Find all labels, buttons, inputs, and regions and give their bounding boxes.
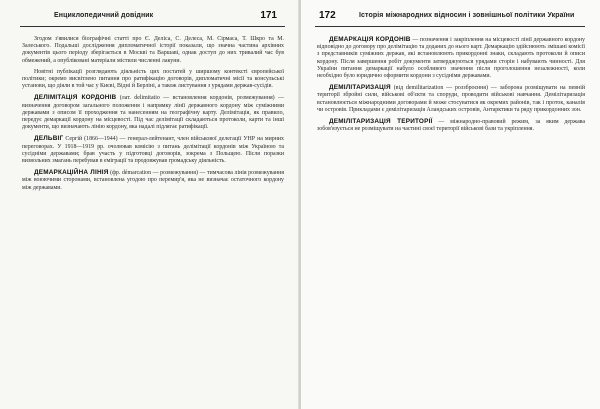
left-entry-delimitation — [22, 94, 284, 131]
paragraph-text: Сергій (1866—1944) — генерал-лейтенант, член військової делегації УНР на мирних переговорах. У 1918—1919 рр. очолював комісію з питань делімітації кордонів між Україною та сусідніми державами; брав участь у підготовці договорів, зокрема з Польщею. Після поразки визвольних змагань перебував в еміграції та продовжував громадську діяльність. — [22, 136, 284, 165]
entry-term: ДЕМІЛІТАРИЗАЦІЯ — [329, 84, 391, 92]
paragraph-text: Новітні публікації розглядають діяльність цих постатей у ширшому контексті європейської політики; окремо висвітлено питання про ратифікацію договорів, дипломатичні місії та консульські установи, що діяли в той час у Києві, Відні й Берліні, а також листування з урядами держав-сусідів. — [22, 68, 284, 90]
left-paragraph — [22, 36, 284, 65]
right-entry-demilitarization-territory — [317, 118, 585, 133]
right-entry-demilitarization — [317, 84, 585, 114]
paragraph-text: (лат. delimitatio — встановлення кордонів, розмежування) — визначення договором загального положення і напрямку лінії державного кордону між суміжними державами з описом її проходження та нанесенням на географічну карту. Делімітація, як правило, передує демаркації кордону на місцевості. Під час делімітації складаються протоколи, карти та інші документи, що визначають лінію кордону, яка надалі підлягає ратифікації. — [22, 95, 284, 131]
left-page — [0, 0, 299, 409]
left-entry-delvig — [22, 135, 284, 165]
paragraph-text: Згодом з'явилися біографічні статті про Є. Деліса, С. Делеса, М. Сірмаса, Т. Шкро та М. Залеського. Подальші дослідження дипломатичної історії показали, що значна частина архівних документів цього періоду зберігається в Москві та Варшаві, однак доступ до них тривалий час був обмежений, а опубліковані матеріали містили численні лакуни. — [22, 36, 284, 64]
left-entry-demarcation-line — [22, 169, 284, 192]
right-page-header — [315, 10, 585, 27]
right-header-title: Історія міжнародних відносин і зовнішньої політики України — [359, 12, 575, 19]
left-header-title: Енциклопедичний довідник — [54, 12, 154, 19]
entry-term: ДЕЛІМІТАЦІЯ КОРДОНІВ — [34, 94, 117, 102]
left-page-body — [22, 36, 284, 196]
entry-term: ДЕЛЬВІГ — [34, 135, 64, 143]
left-page-number: 171 — [260, 10, 277, 21]
left-page-header — [20, 10, 285, 27]
paragraph-text: — позначення і закріплення на місцевості лінії державного кордону відповідно до договору про делімітацію та доданих до нього карт. Демаркацію здійснюють змішані комісії з представників суміжних держав, які встановлюють прикордонні знаки, складають протоколи й описи кордону. Після завершення робіт документи затверджуються урядами сторін і набувають чинності. Для України питання демаркації набуло особливого значення після проголошення незалежності, коли необхідно було юридично оформити кордони з сусідніми державами. — [317, 37, 586, 80]
right-entry-demarcation — [317, 36, 585, 80]
entry-term: ДЕМАРКАЦІЯ КОРДОНІВ — [329, 36, 411, 43]
right-page-body — [317, 36, 585, 137]
left-paragraph — [22, 69, 284, 91]
entry-term: ДЕМАРКАЦІЙНА ЛІНІЯ — [34, 169, 109, 177]
right-page — [301, 0, 600, 409]
entry-term: ДЕМІЛІТАРИЗАЦІЯ ТЕРИТОРІЇ — [329, 118, 433, 126]
paragraph-text: (від demilitarization — роззброєння) — заборона розміщувати на певній території збройні сили, військові об'єкти та споруди, проводити військові навчання. Демілітаризація встановлюється міжнародними договорами й може стосуватися як окремих районів, так і проток, каналів чи островів. Прикладами є демілітаризація Аландських островів, Антарктики та ряду прикордонних зон. — [317, 85, 585, 113]
paragraph-text: — міжнародно-правовий режим, за яким держава зобов'язується не розміщувати на частині своєї території військові бази та укріплення. — [317, 119, 585, 133]
paragraph-text: (фр. démarcation — розмежування) — тимчасова лінія розмежування між воюючими сторонами, встановлена угодою про перемир'я, яка не визначає остаточного кордону між державами. — [22, 170, 284, 191]
right-page-number: 172 — [319, 10, 336, 21]
